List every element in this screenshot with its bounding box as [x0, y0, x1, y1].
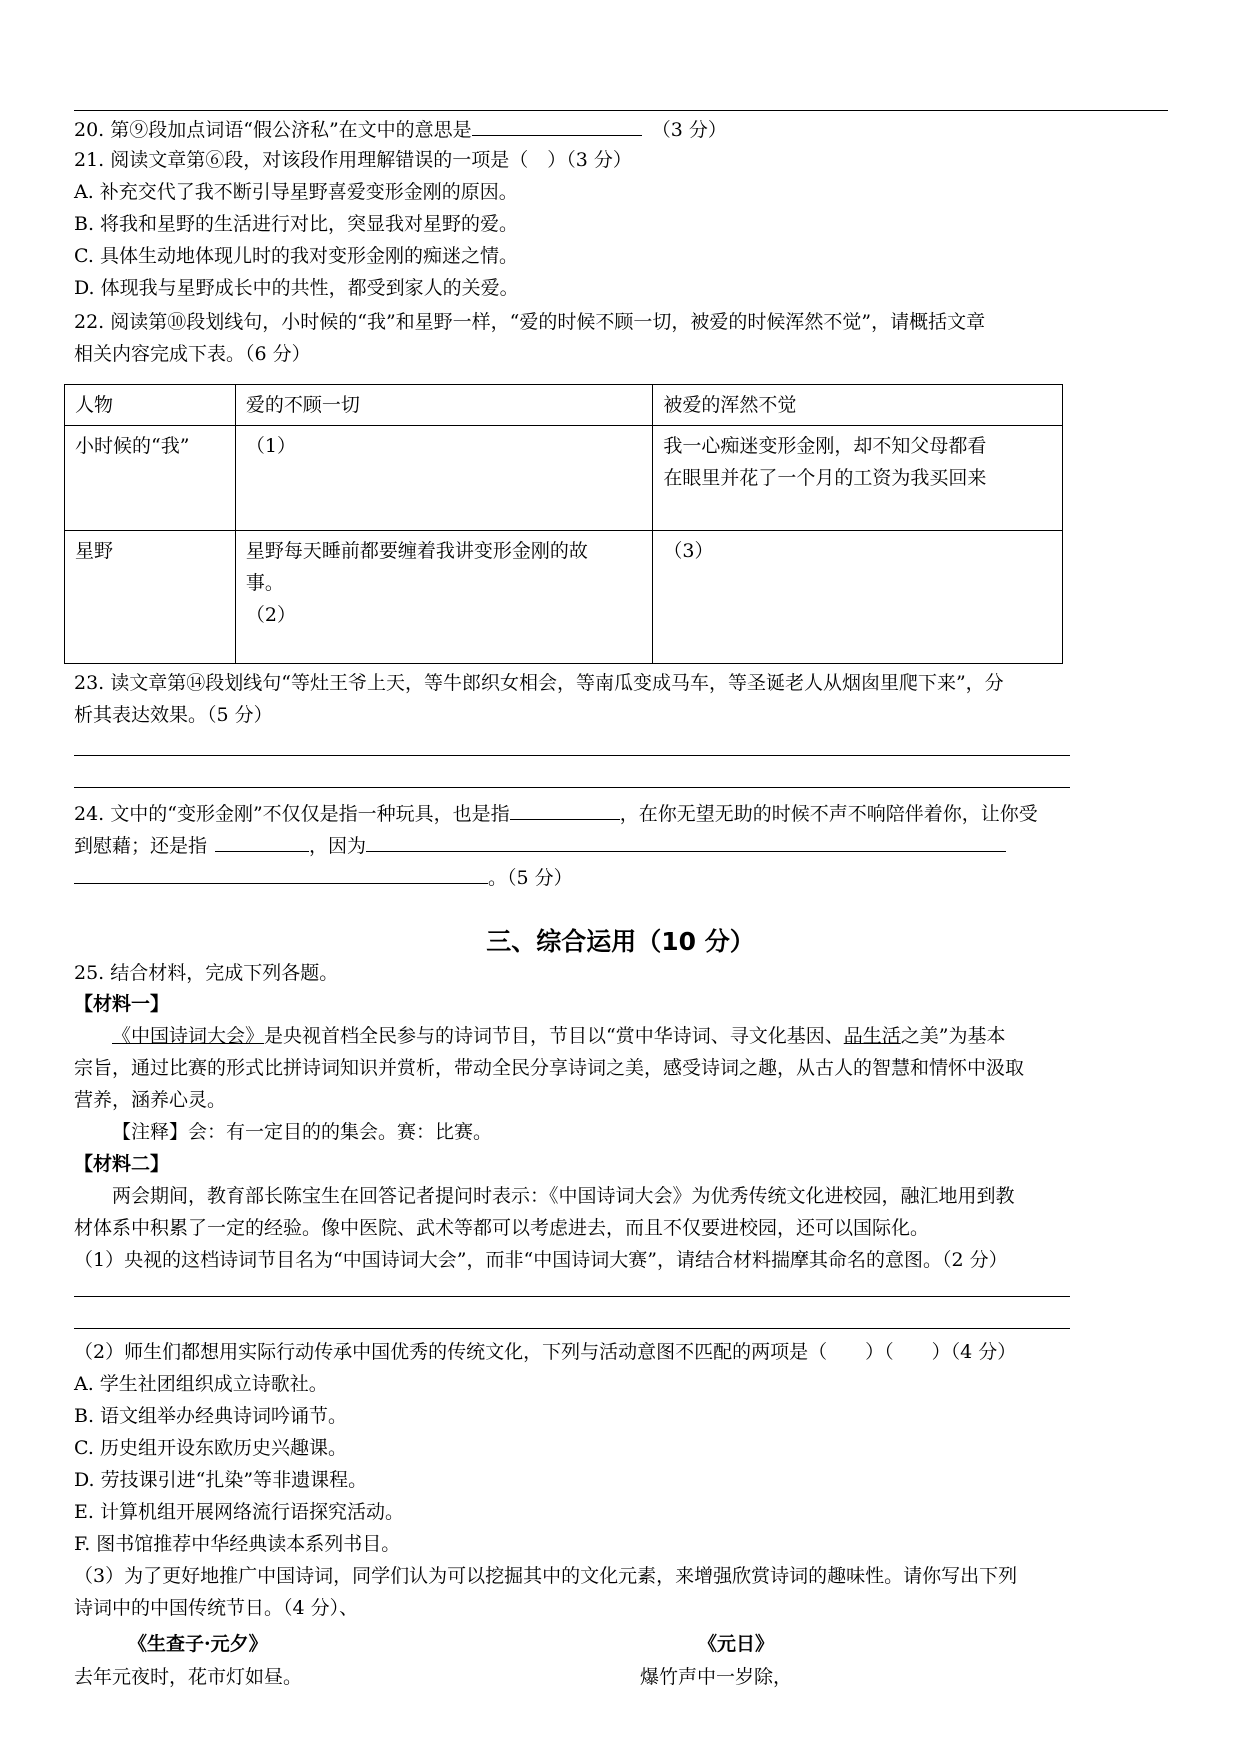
q24-line2: [74, 829, 1006, 861]
sub2-option-d: D. 劳技课引进“扎染”等非遗课程。: [74, 1469, 368, 1491]
material-1-title: 【材料一】: [74, 993, 170, 1015]
q21-option-a: A. 补充交代了我不断引导星野喜爱变形金刚的原因。: [74, 181, 518, 203]
poem-1-title: 《生查子·元夕》: [128, 1633, 268, 1655]
q22-line1: 22. 阅读第⑩段划线句，小时候的“我”和星野一样，“爱的时候不顾一切，被爱的时候浑然不觉”，请概括文章: [74, 311, 986, 333]
sub2-option-a: A. 学生社团组织成立诗歌社。: [74, 1373, 328, 1395]
q25-sub3-line2: 诗词中的中国传统节日。（4 分）、: [74, 1597, 359, 1619]
q23-answer-line-1[interactable]: [74, 755, 1070, 756]
q22-line2: 相关内容完成下表。（6 分）: [74, 343, 311, 365]
q24-line1: [74, 797, 1038, 829]
q24-blank-1[interactable]: [510, 797, 620, 820]
q25-stem: 25. 结合材料，完成下列各题。: [74, 962, 339, 984]
q25-sub1-answer-line-1[interactable]: [74, 1296, 1070, 1297]
poem-1-line: 去年元夜时，花市灯如昼。: [74, 1666, 303, 1688]
material-1-show-name: 《中国诗词大会》: [112, 1025, 265, 1047]
poem-2-title: 《元日》: [698, 1633, 775, 1655]
row2-love-line1: 星野每天睡前都要缠着我讲变形金刚的故: [245, 540, 588, 562]
q24-text-e: 。（5 分）: [488, 867, 573, 889]
material-2-title: 【材料二】: [74, 1153, 170, 1175]
q20-score: （3 分）: [651, 119, 727, 141]
sub2-option-b: B. 语文组举办经典诗词吟诵节。: [74, 1405, 348, 1427]
q25-sub1-answer-line-2[interactable]: [74, 1328, 1070, 1329]
q20-answer-blank[interactable]: [472, 113, 642, 136]
question-20: [74, 113, 727, 145]
q25-sub2: （2）师生们都想用实际行动传承中国优秀的传统文化，下列与活动意图不匹配的两项是（ ）（ ）（4 分）: [74, 1341, 1017, 1363]
q20-text: 20. 第⑨段加点词语“假公济私”在文中的意思是: [74, 119, 472, 141]
sub2-option-c: C. 历史组开设东欧历史兴趣课。: [74, 1437, 347, 1459]
q25-sub3-line1: （3）为了更好地推广中国诗词，同学们认为可以挖掘其中的文化元素，来增强欣赏诗词的趣味性。请你写出下列: [74, 1565, 1018, 1587]
q24-text-a: 24. 文中的“变形金刚”不仅仅是指一种玩具，也是指: [74, 803, 510, 825]
table-row1-loved: [653, 426, 1063, 531]
q21-stem: 21. 阅读文章第⑥段，对该段作用理解错误的一项是（ ）（3 分）: [74, 149, 632, 171]
section-3-title: 三、综合运用（10 分）: [486, 927, 755, 956]
q21-option-c: C. 具体生动地体现儿时的我对变形金刚的痴迷之情。: [74, 245, 518, 267]
material-1-line2: 宗旨，通过比赛的形式比拼诗词知识并赏析，带动全民分享诗词之美，感受诗词之趣，从古人的智慧和情怀中汲取: [74, 1057, 1025, 1079]
table-header-loved: 被爱的浑然不觉: [653, 385, 1063, 426]
q23-answer-line-2[interactable]: [74, 787, 1070, 788]
q24-text-d: ，因为: [309, 835, 367, 857]
poem-2-line: 爆竹声中一岁除，: [640, 1666, 793, 1688]
row2-love-line2: 事。: [245, 572, 284, 594]
row1-loved-line1: 我一心痴迷变形金刚，却不知父母都看: [663, 435, 987, 457]
q25-sub1: （1）央视的这档诗词节目名为“中国诗词大会”，而非“中国诗词大赛”，请结合材料揣摩其命名的意图。（2 分）: [74, 1249, 1008, 1271]
material-2-line2: 材体系中积累了一定的经验。像中医院、武术等都可以考虑进去，而且不仅要进校园，还可以国际化。: [74, 1217, 930, 1239]
q23-line1: 23. 读文章第⑭段划线句“等灶王爷上天，等牛郎织女相会，等南瓜变成马车，等圣诞老人从烟囱里爬下来”，分: [74, 672, 1004, 694]
q24-blank-3[interactable]: [366, 829, 1006, 852]
q24-blank-3-cont[interactable]: [74, 861, 488, 884]
material-1-text-c: 品生活: [843, 1025, 901, 1047]
top-rule: [74, 110, 1168, 111]
table-header-person: 人物: [65, 385, 236, 426]
table-header-love: 爱的不顾一切: [235, 385, 653, 426]
table-row1-person: 小时候的“我”: [65, 426, 236, 531]
row1-loved-line2: 在眼里并花了一个月的工资为我买回来: [663, 467, 987, 489]
q22-table: [64, 384, 1063, 664]
sub2-option-f: F. 图书馆推荐中华经典读本系列书目。: [74, 1533, 401, 1555]
material-1-text-d: 之美”为基本: [900, 1025, 1006, 1047]
material-1-note: 【注释】会：有一定目的的集会。赛：比赛。: [112, 1121, 493, 1143]
table-row2-love[interactable]: [235, 531, 653, 664]
material-1-line1: [112, 1021, 1005, 1051]
table-row1-love[interactable]: （1）: [235, 426, 653, 531]
q21-option-b: B. 将我和星野的生活进行对比，突显我对星野的爱。: [74, 213, 519, 235]
q23-line2: 析其表达效果。（5 分）: [74, 704, 273, 726]
row2-love-line3: （2）: [245, 604, 296, 626]
q24-text-c: 到慰藉；还是指: [74, 835, 208, 857]
material-2-line1: 两会期间，教育部长陈宝生在回答记者提问时表示：《中国诗词大会》为优秀传统文化进校园，融汇地用到教: [112, 1185, 1015, 1207]
q24-line3: [74, 861, 573, 893]
sub2-option-e: E. 计算机组开展网络流行语探究活动。: [74, 1501, 404, 1523]
q24-blank-2[interactable]: [215, 829, 309, 852]
table-row2-loved[interactable]: （3）: [653, 531, 1063, 664]
material-1-line3: 营养，涵养心灵。: [74, 1089, 227, 1111]
q21-option-d: D. 体现我与星野成长中的共性，都受到家人的关爱。: [74, 277, 519, 299]
table-row2-person: 星野: [65, 531, 236, 664]
material-1-text-b: 是央视首档全民参与的诗词节目，节目以“赏中华诗词、寻文化基因、: [264, 1025, 844, 1047]
q24-text-b: ，在你无望无助的时候不声不响陪伴着你，让你受: [619, 803, 1038, 825]
